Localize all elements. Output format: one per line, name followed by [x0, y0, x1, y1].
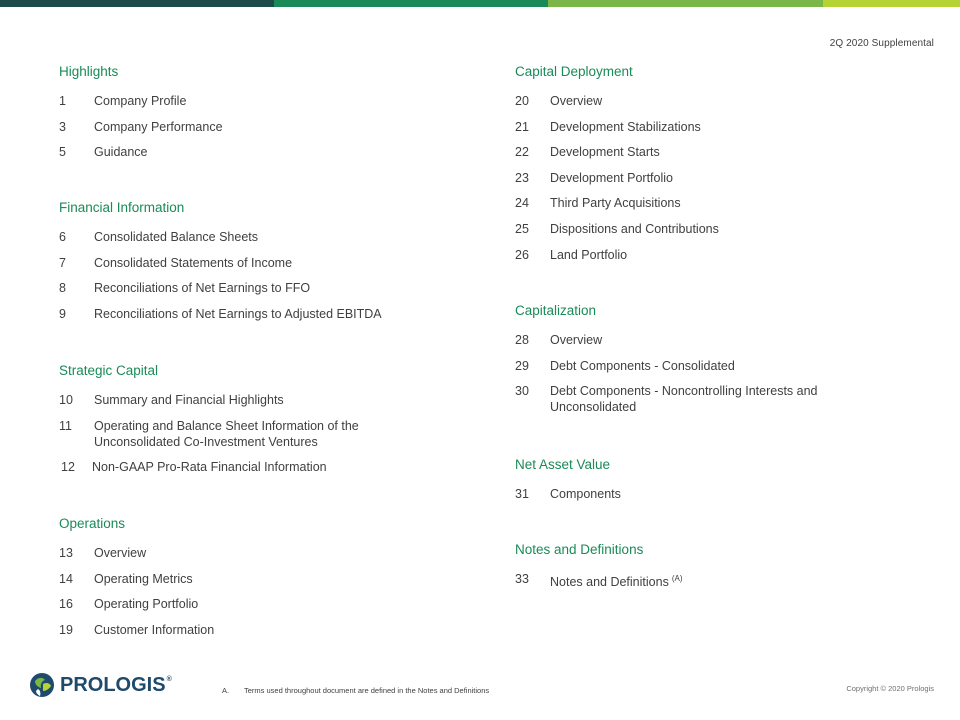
toc-entry[interactable]: [59, 418, 459, 450]
toc-entry-text: Operating Metrics: [94, 571, 193, 586]
toc-page-number: 9: [59, 306, 66, 321]
toc-entry-label: [94, 545, 394, 561]
top-bar-segment-1: [0, 0, 274, 7]
toc-section: [59, 362, 459, 485]
toc-section: [59, 63, 459, 170]
toc-page-number: 24: [515, 196, 529, 211]
toc-entry[interactable]: [59, 93, 459, 109]
toc-entry-text: Land Portfolio: [550, 247, 628, 262]
toc-entry-label: [550, 571, 850, 590]
toc-entry-label: [550, 170, 850, 186]
toc-page-number: 8: [59, 281, 66, 296]
toc-entry-text: Overview: [550, 94, 603, 108]
toc-entry-label: [94, 596, 394, 612]
toc-entry[interactable]: [61, 459, 459, 475]
toc-entry-text: Overview: [94, 546, 147, 560]
toc-page-number: 13: [59, 546, 73, 560]
toc-page-number: 5: [59, 145, 66, 160]
copyright: Copyright © 2020 Prologis: [846, 684, 934, 693]
toc-entry[interactable]: [59, 622, 459, 638]
toc-entry-label: [94, 571, 394, 587]
toc-section: [515, 541, 935, 600]
toc-page-number: 10: [59, 393, 73, 407]
footnote-mark: A.: [222, 686, 230, 695]
section-title[interactable]: Capital Deployment: [515, 64, 633, 79]
toc-entry[interactable]: [515, 571, 935, 590]
toc-entry-text: Guidance: [94, 145, 148, 160]
toc-section: [515, 302, 935, 425]
toc-page-number: 3: [59, 119, 66, 134]
top-bar-segment-2: [274, 0, 548, 7]
toc-page-number: 7: [59, 255, 66, 270]
toc-entry[interactable]: [515, 144, 935, 160]
toc-page-number: 12: [61, 460, 75, 475]
toc-page-number: 21: [515, 119, 529, 134]
toc-entry[interactable]: [59, 306, 459, 322]
toc-entry-text: Operating and Balance Sheet Information of the Unconsolidated Co-Investment Ventures: [94, 418, 359, 449]
globe-leaf-icon: [29, 672, 55, 698]
section-title[interactable]: Highlights: [59, 64, 119, 79]
toc-entry-label: [94, 622, 394, 638]
toc-entry-text: Non-GAAP Pro-Rata Financial Information: [92, 460, 327, 475]
toc-entry-label: [92, 459, 392, 475]
toc-entry-text: Overview: [550, 333, 603, 347]
section-title[interactable]: Operations: [59, 516, 126, 531]
toc-entry-label: [94, 144, 394, 160]
toc-entry-label: [550, 332, 850, 348]
top-bar-segment-3: [548, 0, 823, 7]
toc-entry-text: Consolidated Statements of Income: [94, 255, 293, 270]
toc-entry-label: [550, 486, 850, 502]
toc-entry-text: Reconciliations of Net Earnings to FFO: [94, 281, 311, 296]
toc-entry[interactable]: [59, 144, 459, 160]
toc-entry[interactable]: [515, 119, 935, 135]
toc-entry-label: [94, 255, 394, 271]
toc-entry[interactable]: [515, 93, 935, 109]
toc-page-number: 19: [59, 622, 73, 637]
toc-page-number: 1: [59, 94, 66, 108]
toc-entry-label: [94, 93, 394, 109]
toc-entry-label: [550, 119, 850, 135]
toc-entry[interactable]: [515, 383, 935, 415]
toc-entry-text: Debt Components - Consolidated: [550, 358, 735, 373]
toc-page-number: 25: [515, 221, 529, 236]
section-title[interactable]: Financial Information: [59, 200, 185, 215]
toc-entry-label: [550, 144, 850, 160]
toc-entry-text: Consolidated Balance Sheets: [94, 230, 259, 244]
toc-entry[interactable]: [515, 486, 935, 502]
toc-page-number: 28: [515, 333, 529, 347]
toc-entry[interactable]: [59, 392, 459, 408]
toc-entry-label: [550, 358, 850, 374]
toc-entry-text: Company Profile: [94, 94, 187, 108]
toc-entry-label: [550, 93, 850, 109]
toc-page-number: 11: [59, 418, 72, 433]
toc-entry-text: Reconciliations of Net Earnings to Adjusted EBITDA: [94, 306, 382, 321]
prologis-logo: [29, 672, 172, 698]
toc-entry-text: Company Performance: [94, 119, 223, 134]
toc-page-number: 16: [59, 597, 73, 612]
toc-page-number: 26: [515, 247, 529, 262]
toc-section: [515, 456, 935, 512]
toc-entry-text: Summary and Financial Highlights: [94, 393, 284, 407]
toc-entry-text: Development Starts: [550, 145, 660, 160]
toc-page-number: 29: [515, 358, 529, 373]
toc-entry-text: Development Portfolio: [550, 170, 673, 185]
toc-entry[interactable]: [59, 119, 459, 135]
toc-entry[interactable]: [515, 332, 935, 348]
supplemental-label: 2Q 2020 Supplemental: [829, 38, 934, 49]
section-title[interactable]: Strategic Capital: [59, 363, 159, 378]
toc-entry-text: Debt Components - Noncontrolling Interests and Unconsolidated: [550, 384, 818, 415]
toc-entry-label: [94, 280, 394, 296]
toc-entry[interactable]: [515, 195, 935, 211]
toc-entry[interactable]: [59, 255, 459, 271]
toc-entry-text: Development Stabilizations: [550, 119, 701, 134]
footnote-reference: (A): [671, 574, 683, 583]
footnote: [222, 686, 489, 695]
toc-entry-text: Third Party Acquisitions: [550, 196, 681, 211]
toc-entry-label: [94, 392, 394, 408]
toc-entry-label: [94, 119, 394, 135]
footnote-text: Terms used throughout document are defined in the Notes and Definitions: [244, 686, 490, 695]
top-bar-segment-4: [823, 0, 960, 7]
toc-entry-text: Customer Information: [94, 622, 215, 637]
toc-entry-text: Components: [550, 487, 621, 501]
toc-page-number: 20: [515, 94, 529, 108]
toc-entry-text: Dispositions and Contributions: [550, 221, 719, 236]
toc-entry-label: [550, 383, 850, 415]
section-title[interactable]: Net Asset Value: [515, 457, 611, 472]
logo-wordmark: PROLOGIS®: [60, 673, 172, 696]
toc-entry-label: [550, 247, 850, 263]
toc-entry[interactable]: [59, 229, 459, 245]
toc-entry-text: Notes and Definitions: [550, 575, 669, 589]
toc-entry-label: [94, 229, 394, 245]
toc-page-number: 30: [515, 384, 529, 399]
toc-entry[interactable]: [59, 545, 459, 561]
toc-page-number: 31: [515, 487, 529, 501]
toc-section: [515, 63, 935, 272]
toc-page-number: 22: [515, 145, 529, 160]
toc-section: [59, 199, 459, 331]
toc-entry[interactable]: [515, 358, 935, 374]
toc-entry[interactable]: [59, 280, 459, 296]
toc-entry[interactable]: [515, 247, 935, 263]
top-color-bar: [0, 0, 960, 7]
section-title[interactable]: Capitalization: [515, 303, 597, 318]
toc-entry-label: [94, 306, 394, 322]
toc-entry-label: [550, 195, 850, 211]
toc-page-number: 6: [59, 230, 66, 244]
toc-entry[interactable]: [59, 571, 459, 587]
toc-page-number: 33: [515, 572, 529, 586]
toc-entry[interactable]: [515, 221, 935, 237]
toc-entry-label: [94, 418, 394, 450]
toc-page-number: 14: [59, 571, 73, 586]
toc-entry[interactable]: [59, 596, 459, 612]
toc-entry[interactable]: [515, 170, 935, 186]
section-title[interactable]: Notes and Definitions: [515, 542, 644, 557]
toc-entry-label: [550, 221, 850, 237]
toc-entry-text: Operating Portfolio: [94, 597, 199, 612]
toc-page-number: 23: [515, 170, 529, 185]
toc-section: [59, 515, 459, 647]
